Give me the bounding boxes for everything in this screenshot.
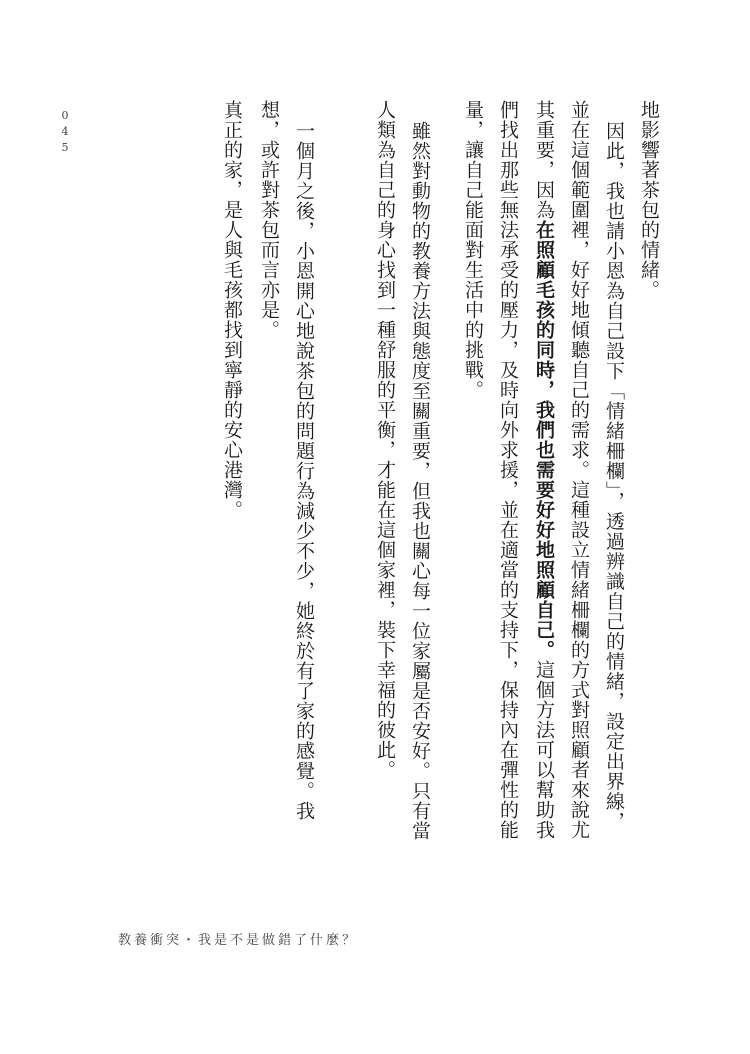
text-segment: 一個月之後，小恩開心地說茶包的問題行為減少不少，她終於有了家的感覺。我	[293, 121, 315, 821]
text-segment: 這個方法可以幫助我	[533, 660, 555, 840]
text-segment: 量，讓自己能面對生活中的挑戰。	[462, 100, 484, 400]
text-line-11	[220, 100, 244, 520]
text-segment: 真正的家，是人與毛孩都找到寧靜的安心港灣。	[221, 100, 243, 520]
text-line-8	[373, 100, 397, 780]
text-line-1	[637, 100, 661, 300]
text-line-5	[496, 100, 520, 840]
text-segment: 並在這個範圍裡，好好地傾聽自己的需求。這種設立情緒柵欄的方式對照顧者來說尤	[568, 100, 590, 840]
text-segment: 想，或許對茶包而言亦是。	[258, 100, 280, 340]
text-segment: 雖然對動物的教養方法與態度至關重要，但我也關心每一位家屬是否安好。只有當	[409, 121, 431, 841]
running-footer: 教養衝突・我是不是做錯了什麼？	[118, 933, 359, 948]
page-number	[57, 108, 73, 156]
vertical-text-body	[220, 100, 660, 860]
page-number-digit: 0	[61, 109, 69, 122]
text-segment: 其重要，因為	[533, 100, 555, 220]
text-line-6	[461, 100, 485, 400]
text-segment: 地影響著茶包的情緒。	[638, 100, 660, 300]
text-segment: 因此，我也請小恩為自己設下「情緒柵欄」，透過辨識自己的情緒，設定出界線，	[603, 121, 625, 832]
text-line-9	[292, 100, 316, 821]
text-line-7	[408, 100, 432, 841]
page-number-digit: 5	[61, 141, 69, 154]
text-line-2	[602, 100, 626, 832]
text-segment: 們找出那些無法承受的壓力，及時向外求援，並在適當的支持下，保持內在彈性的能	[497, 100, 519, 840]
text-segment: 人類為自己的身心找到一種舒服的平衡，才能在這個家裡，裝下幸福的彼此。	[374, 100, 396, 780]
emphasized-text: 在照顧毛孩的同時，我們也需要好好地照顧自己。	[533, 220, 555, 660]
text-line-4	[532, 100, 556, 840]
page-number-digit: 4	[61, 125, 69, 138]
text-line-3	[567, 100, 591, 840]
text-line-10	[257, 100, 281, 340]
